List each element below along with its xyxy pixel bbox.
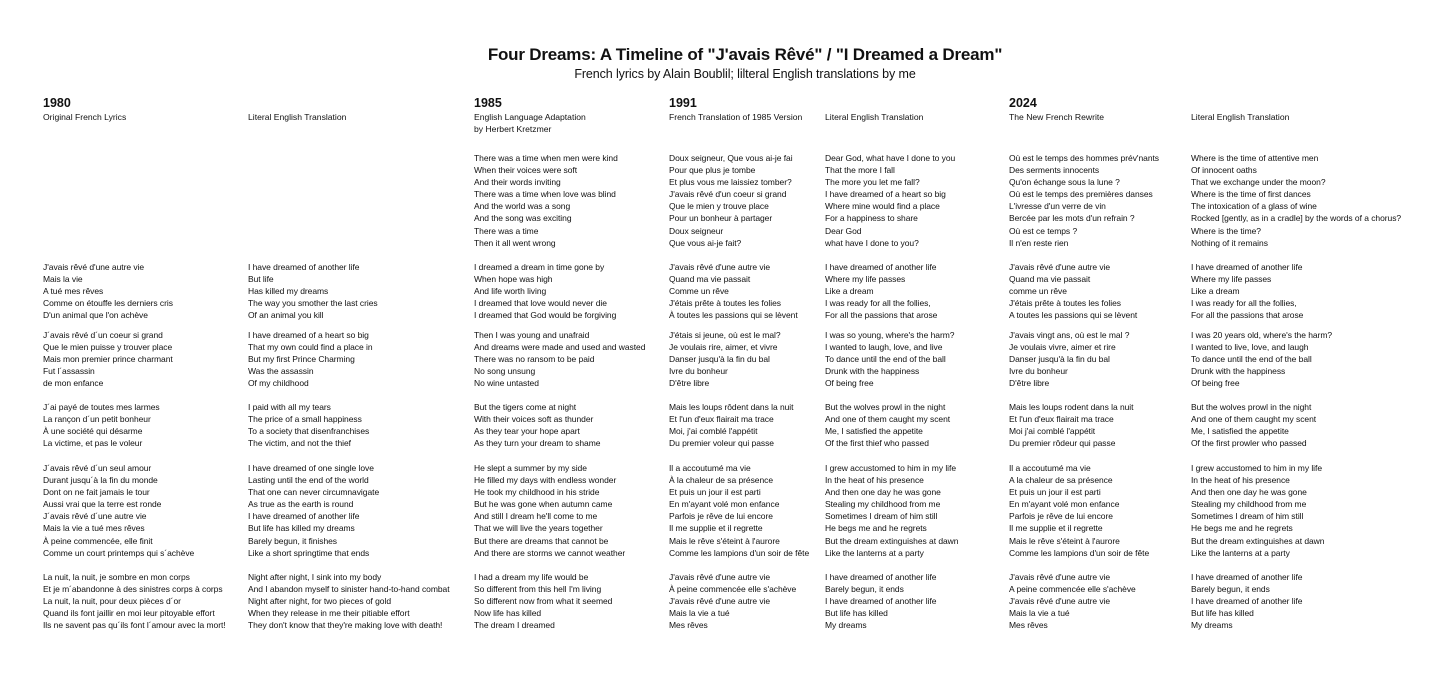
lyric-line: Parfois je rêve de lui encore xyxy=(1009,511,1113,522)
lyric-line: When they release in me their pitiable effort xyxy=(248,608,410,619)
stanza xyxy=(43,261,173,321)
lyric-line: I have dreamed of another life xyxy=(825,262,937,272)
lyric-line: Me, I satisfied the appetite xyxy=(825,426,923,437)
lyric-line: I have dreamed of another life xyxy=(1191,572,1303,582)
lyric-line: Drunk with the happiness xyxy=(825,366,920,377)
stanza xyxy=(248,329,373,389)
stanza xyxy=(1009,152,1159,249)
lyric-line: The price of a small happiness xyxy=(248,414,362,425)
lyric-line: Comme un rêve xyxy=(669,286,729,297)
lyric-line: Parfois je rêve de lui encore xyxy=(669,511,773,522)
lyric-line: Et puis un jour il est parti xyxy=(1009,487,1101,498)
column-label: English Language Adaptation xyxy=(474,112,586,122)
lyric-line: I paid with all my tears xyxy=(248,402,331,412)
lyric-line: Like a short springtime that ends xyxy=(248,547,370,558)
stanza xyxy=(248,261,378,321)
lyric-line: And dreams were made and used and wasted xyxy=(474,342,646,353)
lyric-line: I was ready for all the follies, xyxy=(825,298,931,309)
lyric-line: Ivre du bonheur xyxy=(669,366,728,377)
lyric-line: And one of them caught my scent xyxy=(825,414,951,425)
column-label: Literal English Translation xyxy=(1191,112,1290,122)
stanza xyxy=(43,401,160,449)
lyric-line: Il a accoutumé ma vie xyxy=(669,463,751,473)
lyric-line: A la chaleur de sa présence xyxy=(1009,475,1113,486)
lyric-line: Comme on étouffe les derniers cris xyxy=(43,298,173,309)
column-7 xyxy=(1191,96,1402,631)
lyric-line: That my own could find a place in xyxy=(248,342,373,353)
column-3 xyxy=(474,96,646,631)
lyric-line: L'ivresse d'un verre de vin xyxy=(1009,201,1106,212)
lyric-line: Que le mien puisse y trouver place xyxy=(43,342,173,353)
lyric-line: Of the first thief who passed xyxy=(825,438,929,449)
lyric-line: I have dreamed of another life xyxy=(248,262,360,272)
lyric-line: But life xyxy=(248,274,274,285)
lyric-line: I have dreamed of another life xyxy=(248,511,360,522)
lyric-line: Comme un court printemps qui s´achève xyxy=(43,547,195,558)
column-year xyxy=(825,96,923,111)
lyric-line: Je voulais vivre, aimer et rire xyxy=(1009,342,1116,353)
lyric-line: I wanted to live, love, and laugh xyxy=(1191,342,1309,353)
stanza xyxy=(248,401,369,449)
stanza xyxy=(43,571,226,631)
lyric-line: He slept a summer by my side xyxy=(474,463,587,473)
lyric-line: And still I dream he'll come to me xyxy=(474,511,598,522)
stanza xyxy=(474,401,600,449)
stanza xyxy=(669,329,781,389)
lyric-line: À toutes les passions qui se lèvent xyxy=(669,310,798,321)
lyric-line: Dear God, what have I done to you xyxy=(825,153,956,163)
lyric-line: J'étais si jeune, où est le mal? xyxy=(669,330,781,340)
lyric-line: Quand ma vie passait xyxy=(669,274,751,285)
lyric-line: Like the lanterns at a party xyxy=(825,547,924,558)
lyric-line: Durant jusqu´à la fin du monde xyxy=(43,475,158,486)
lyric-line: Of innocent oaths xyxy=(1191,165,1257,176)
lyric-line: That we exchange under the moon? xyxy=(1191,177,1326,188)
lyric-line: Doux seigneur xyxy=(669,225,724,236)
stanza xyxy=(825,329,954,389)
lyric-line: There was a time xyxy=(474,225,539,236)
lyric-line: J'avais rêvé d'une autre vie xyxy=(43,262,145,272)
lyric-line: Where my life passes xyxy=(1191,274,1272,285)
lyric-line: But the tigers come at night xyxy=(474,402,577,412)
stanza xyxy=(1191,329,1332,389)
lyric-line: Fut l´assassin xyxy=(43,366,95,377)
lyric-line: Qu'on échange sous la lune ? xyxy=(1009,177,1120,188)
lyric-line: And their words inviting xyxy=(474,177,561,188)
lyric-line: Mais le rêve s'éteint à l'aurore xyxy=(1009,535,1120,546)
lyric-line: Comme les lampions d'un soir de fête xyxy=(1009,547,1150,558)
lyric-line: À une société qui désarme xyxy=(43,426,143,437)
lyric-line: Barely begun, it finishes xyxy=(248,535,337,546)
stanza xyxy=(1191,401,1316,449)
stanza xyxy=(825,401,950,449)
lyric-line: Il me supplie et il regrette xyxy=(1009,523,1103,534)
lyric-line: He filled my days with endless wonder xyxy=(474,475,617,486)
lyric-line: Mais les loups rôdent dans la nuit xyxy=(669,402,794,412)
lyric-line: Drunk with the happiness xyxy=(1191,366,1286,377)
lyric-line: For all the passions that arose xyxy=(825,310,938,321)
column-year: 1985 xyxy=(474,96,502,110)
lyric-line: Was the assassin xyxy=(248,366,314,377)
lyric-line: Where is the time? xyxy=(1191,225,1261,236)
lyric-line: Bercée par les mots d'un refrain ? xyxy=(1009,213,1135,224)
lyric-line: Du premier rôdeur qui passe xyxy=(1009,438,1116,449)
lyric-line: And life worth living xyxy=(474,286,547,297)
lyric-line: La rançon d´un petit bonheur xyxy=(43,414,151,425)
lyric-line: J'étais prête à toutes les folies xyxy=(1009,298,1121,309)
lyric-line: In the heat of his presence xyxy=(825,475,924,486)
page-subtitle: French lyrics by Alain Boublil; lilteral English translations by me xyxy=(574,67,916,81)
lyric-line: Que vous ai-je fait? xyxy=(669,237,742,248)
lyric-line: In the heat of his presence xyxy=(1191,475,1290,486)
lyric-line: Mais la vie a tué mes rêves xyxy=(43,523,145,534)
lyric-line: Mais le rêve s'éteint à l'aurore xyxy=(669,535,780,546)
lyric-line: There was a time when men were kind xyxy=(474,153,618,163)
stanza xyxy=(1191,261,1303,321)
lyric-line: I have dreamed of a heart so big xyxy=(825,189,946,200)
lyric-line: Stealing my childhood from me xyxy=(825,499,941,510)
column-sublabel: by Herbert Kretzmer xyxy=(474,124,552,134)
lyric-line: J'avais rêvé d'une autre vie xyxy=(669,572,771,582)
lyric-line: Ivre du bonheur xyxy=(1009,366,1068,377)
lyric-line: what have I done to you? xyxy=(825,237,919,248)
lyric-line: La victime, et pas le voleur xyxy=(43,438,143,449)
stanza xyxy=(1191,571,1302,631)
lyric-line: The intoxication of a glass of wine xyxy=(1191,201,1317,212)
lyric-line: Then I was young and unafraid xyxy=(474,330,590,340)
stanza xyxy=(825,462,958,559)
lyric-line: Like a dream xyxy=(825,286,874,297)
lyric-line: Where my life passes xyxy=(825,274,906,285)
lyric-line: Du premier voleur qui passe xyxy=(669,438,774,449)
stanza xyxy=(669,152,793,249)
lyric-line: But the dream extinguishes at dawn xyxy=(825,535,959,546)
stanza xyxy=(1009,571,1136,631)
lyric-line: Où est ce temps ? xyxy=(1009,225,1078,236)
lyric-line: J'avais rêvé d'une autre vie xyxy=(1009,596,1111,607)
lyric-line: No song unsung xyxy=(474,366,536,377)
lyric-line: But the wolves prowl in the night xyxy=(825,402,946,412)
stanza xyxy=(825,152,955,249)
lyric-line: The dream I dreamed xyxy=(474,620,555,631)
lyric-line: I dreamed that love would never die xyxy=(474,298,607,309)
lyric-line: Where is the time of first dances xyxy=(1191,189,1311,200)
lyric-line: Il a accoutumé ma vie xyxy=(1009,463,1091,473)
lyric-line: En m'ayant volé mon enfance xyxy=(669,499,780,510)
lyric-line: I have dreamed of another life xyxy=(825,572,937,582)
lyric-line: Of being free xyxy=(825,378,874,389)
lyric-line: Comme les lampions d'un soir de fête xyxy=(669,547,810,558)
stanza xyxy=(474,571,612,631)
lyric-line: Danser jusqu'à la fin du bal xyxy=(1009,354,1110,365)
column-year xyxy=(1191,96,1289,111)
lyric-line: But he was gone when autumn came xyxy=(474,499,613,510)
lyric-line: En m'ayant volé mon enfance xyxy=(1009,499,1120,510)
lyric-line: Il n'en reste rien xyxy=(1009,237,1069,248)
lyric-line: Of the first prowler who passed xyxy=(1191,438,1307,449)
lyric-line: Doux seigneur, Que vous ai-je fai xyxy=(669,153,793,163)
lyric-line: Nothing of it remains xyxy=(1191,237,1268,248)
lyric-line: Mais la vie xyxy=(43,274,83,285)
lyric-line: Aussi vrai que la terre est ronde xyxy=(43,499,162,510)
lyric-line: Then it all went wrong xyxy=(474,237,556,248)
stanza xyxy=(1009,261,1137,321)
lyric-line: comme un rêve xyxy=(1009,286,1067,297)
lyric-line: Of an animal you kill xyxy=(248,310,324,321)
lyric-line: But the wolves prowl in the night xyxy=(1191,402,1312,412)
column-6 xyxy=(1009,96,1160,631)
lyric-line: When their voices were soft xyxy=(474,165,578,176)
lyric-line: Mais les loups rodent dans la nuit xyxy=(1009,402,1134,412)
lyric-line: He took my childhood in his stride xyxy=(474,487,600,498)
lyric-line: As they tear your hope apart xyxy=(474,426,580,437)
stanza xyxy=(669,261,798,321)
lyric-line: J'avais rêvé d'une autre vie xyxy=(669,262,771,272)
column-year: 2024 xyxy=(1009,96,1037,110)
lyric-line: D'être libre xyxy=(1009,378,1050,389)
lyric-line: À peine commencée elle s'achève xyxy=(669,584,797,595)
lyric-line: I have dreamed of another life xyxy=(825,596,937,607)
stanza xyxy=(43,462,194,559)
lyric-line: There was no ransom to be paid xyxy=(474,354,595,365)
lyric-line: Now life has killed xyxy=(474,608,542,619)
lyric-line: Lasting until the end of the world xyxy=(248,475,369,486)
lyric-line: À la chaleur de sa présence xyxy=(669,475,774,486)
lyric-line: No wine untasted xyxy=(474,378,539,389)
lyric-line: As true as the earth is round xyxy=(248,499,354,510)
column-5 xyxy=(825,96,959,631)
lyric-line: With their voices soft as thunder xyxy=(474,414,594,425)
lyric-line: A tué mes rêves xyxy=(43,286,104,297)
lyric-line: That one can never circumnavigate xyxy=(248,487,380,498)
lyric-line: Rocked [gently, as in a cradle] by the words of a chorus? xyxy=(1191,213,1402,224)
lyric-line: Et l'un d'eux flairait ma trace xyxy=(1009,414,1114,425)
lyric-line: A toutes les passions qui se lèvent xyxy=(1009,310,1138,321)
lyric-line: Que le mien y trouve place xyxy=(669,201,769,212)
lyric-line: And I abandon myself to sinister hand-to-hand combat xyxy=(248,584,450,595)
lyric-line: J´ai payé de toutes mes larmes xyxy=(43,402,160,412)
lyric-line: Il me supplie et il regrette xyxy=(669,523,763,534)
stanza xyxy=(1191,152,1401,249)
lyric-line: The victim, and not the thief xyxy=(248,438,351,449)
lyric-line: Où est le temps des premières danses xyxy=(1009,189,1153,200)
lyric-line: Des serments innocents xyxy=(1009,165,1100,176)
lyric-line: That the more I fall xyxy=(825,165,895,176)
lyric-line: To dance until the end of the ball xyxy=(1191,354,1312,365)
lyric-line: A peine commencée elle s'achève xyxy=(1009,584,1136,595)
lyric-line: So different now from what it seemed xyxy=(474,596,613,607)
column-label: Literal English Translation xyxy=(825,112,924,122)
lyric-line: But life has killed my dreams xyxy=(248,523,355,534)
lyric-line: There was a time when love was blind xyxy=(474,189,616,200)
lyric-line: Quand ils font jaillir en moi leur pitoyable effort xyxy=(43,608,215,619)
lyric-line: Sometimes I dream of him still xyxy=(1191,511,1304,522)
lyric-line: I was ready for all the follies, xyxy=(1191,298,1297,309)
lyric-line: To dance until the end of the ball xyxy=(825,354,946,365)
lyric-line: Moi, j'ai comblé l'appétit xyxy=(669,426,758,437)
lyric-line: And the song was exciting xyxy=(474,213,572,224)
page-header xyxy=(0,44,1456,82)
lyric-line: Et plus vous me laissiez tomber? xyxy=(669,177,792,188)
lyric-line: Barely begun, it ends xyxy=(1191,584,1270,595)
stanza xyxy=(1191,462,1324,559)
lyric-line: Mais mon premier prince charmant xyxy=(43,354,173,365)
lyric-line: That we will live the years together xyxy=(474,523,603,534)
lyric-line: The way you smother the last cries xyxy=(248,298,378,309)
lyric-line: I was so young, where's the harm? xyxy=(825,330,955,340)
column-label: Literal English Translation xyxy=(248,112,347,122)
lyric-line: Night after night, I sink into my body xyxy=(248,572,382,582)
column-label: French Translation of 1985 Version xyxy=(669,112,803,122)
stanza xyxy=(474,329,645,389)
column-4 xyxy=(669,96,810,631)
lyric-line: And there are storms we cannot weather xyxy=(474,547,626,558)
lyric-line: Mais la vie a tué xyxy=(1009,608,1070,619)
lyric-line: Où est le temps des hommes prév'nants xyxy=(1009,153,1160,163)
lyric-line: Like a dream xyxy=(1191,286,1240,297)
lyric-line: But my first Prince Charming xyxy=(248,354,355,365)
lyric-line: But the dream extinguishes at dawn xyxy=(1191,535,1325,546)
column-year: 1980 xyxy=(43,96,71,110)
column-year: 1991 xyxy=(669,96,697,110)
lyric-line: J´avais rêvé d´un seul amour xyxy=(43,463,152,473)
lyric-line: I wanted to laugh, love, and live xyxy=(825,342,943,353)
lyric-line: Mes rêves xyxy=(669,620,708,631)
lyric-line: Danser jusqu'à la fin du bal xyxy=(669,354,770,365)
lyric-line: Quand ma vie passait xyxy=(1009,274,1091,285)
lyric-line: Of being free xyxy=(1191,378,1240,389)
lyric-line: For all the passions that arose xyxy=(1191,310,1304,321)
lyric-line: My dreams xyxy=(825,620,867,631)
lyric-line: La nuit, la nuit, pour deux pièces d´or xyxy=(43,596,181,607)
stanza xyxy=(248,462,379,559)
lyric-line: À peine commencée, elle finit xyxy=(43,535,153,546)
lyric-line: J'avais vingt ans, où est le mal ? xyxy=(1009,330,1130,340)
lyric-line: I have dreamed of a heart so big xyxy=(248,330,369,340)
lyric-line: Night after night, for two pieces of gold xyxy=(248,596,392,607)
lyric-line: So different from this hell I'm living xyxy=(474,584,602,595)
stanza xyxy=(474,261,616,321)
lyric-line: J'avais rêvé d'une autre vie xyxy=(1009,262,1111,272)
lyric-line: I have dreamed of one single love xyxy=(248,463,374,473)
stanza xyxy=(1009,401,1133,449)
lyric-line: Pour un bonheur à partager xyxy=(669,213,773,224)
lyric-line: And one of them caught my scent xyxy=(1191,414,1317,425)
lyric-line: Where is the time of attentive men xyxy=(1191,153,1319,163)
stanza xyxy=(669,462,809,559)
lyric-line: I was 20 years old, where's the harm? xyxy=(1191,330,1333,340)
lyric-line: Barely begun, it ends xyxy=(825,584,904,595)
lyric-line: Where mine would find a place xyxy=(825,201,940,212)
lyric-line: J'avais rêvé d'une autre vie xyxy=(669,596,771,607)
stanza xyxy=(474,462,625,559)
column-label: The New French Rewrite xyxy=(1009,112,1105,122)
lyric-line: I grew accustomed to him in my life xyxy=(825,463,956,473)
page-title: Four Dreams: A Timeline of "J'avais Rêvé" / "I Dreamed a Dream" xyxy=(487,45,1003,64)
lyric-line: Et l'un d'eux flairait ma trace xyxy=(669,414,774,425)
lyric-line: J´avais rêvé d´un coeur si grand xyxy=(43,330,163,340)
lyric-line: Dont on ne fait jamais le tour xyxy=(43,487,150,498)
lyric-line: D'être libre xyxy=(669,378,710,389)
stanza xyxy=(825,261,937,321)
lyric-line: For a happiness to share xyxy=(825,213,918,224)
lyric-line: Pour que plus je tombe xyxy=(669,165,756,176)
lyric-line: J´avais rêvé d´une autre vie xyxy=(43,511,147,522)
stanza xyxy=(1009,462,1149,559)
lyric-line: And the world was a song xyxy=(474,201,571,212)
lyric-line: To a society that disenfranchises xyxy=(248,426,370,437)
lyric-line: D'un animal que l'on achève xyxy=(43,310,148,321)
lyric-line: Dear God xyxy=(825,225,862,236)
lyric-line: Like the lanterns at a party xyxy=(1191,547,1290,558)
lyric-line: Moi j'ai comblé l'appétit xyxy=(1009,426,1096,437)
lyric-line: The more you let me fall? xyxy=(825,177,920,188)
lyric-line: He begs me and he regrets xyxy=(1191,523,1293,534)
lyric-line: Mais la vie a tué xyxy=(669,608,730,619)
lyric-line: J'avais rêvé d'un coeur si grand xyxy=(669,189,787,200)
stanza xyxy=(1009,329,1129,389)
lyric-line: J'avais rêvé d'une autre vie xyxy=(1009,572,1111,582)
lyric-line: I have dreamed of another life xyxy=(1191,596,1303,607)
lyric-line: I dreamed that God would be forgiving xyxy=(474,310,617,321)
stanza xyxy=(248,571,450,631)
lyric-line: I had a dream my life would be xyxy=(474,572,589,582)
lyric-line: Mes rêves xyxy=(1009,620,1048,631)
lyric-line: But there are dreams that cannot be xyxy=(474,535,609,546)
lyric-line: He begs me and he regrets xyxy=(825,523,927,534)
lyric-line: And then one day he was gone xyxy=(1191,487,1307,498)
lyric-line: My dreams xyxy=(1191,620,1233,631)
lyric-line: La nuit, la nuit, je sombre en mon corps xyxy=(43,572,190,582)
lyric-line: Ils ne savent pas qu´ils font l´amour avec la mort! xyxy=(43,620,226,631)
stanza xyxy=(669,401,793,449)
lyric-line: Me, I satisfied the appetite xyxy=(1191,426,1289,437)
lyric-line: Je voulais rire, aimer, et vivre xyxy=(669,342,778,353)
lyric-line: They don't know that they're making love with death! xyxy=(248,620,443,631)
stanza xyxy=(669,571,796,631)
lyric-line: When hope was high xyxy=(474,274,553,285)
lyric-line: Of my childhood xyxy=(248,378,309,389)
lyric-line: J'étais prête à toutes les folies xyxy=(669,298,781,309)
stanza xyxy=(43,329,173,389)
column-year xyxy=(248,96,346,111)
lyric-line: I grew accustomed to him in my life xyxy=(1191,463,1322,473)
lyric-line: Stealing my childhood from me xyxy=(1191,499,1307,510)
stanza xyxy=(825,571,936,631)
lyric-line: But life has killed xyxy=(1191,608,1254,619)
stanza xyxy=(474,152,618,249)
column-1 xyxy=(43,96,226,631)
lyric-line: de mon enfance xyxy=(43,378,104,389)
column-2 xyxy=(248,96,450,631)
lyric-line: Sometimes I dream of him still xyxy=(825,511,938,522)
lyric-line: I dreamed a dream in time gone by xyxy=(474,262,605,272)
lyric-line: Et je m´abandonne à des sinistres corps à corps xyxy=(43,584,223,595)
lyric-line: But life has killed xyxy=(825,608,888,619)
lyric-line: And then one day he was gone xyxy=(825,487,941,498)
lyric-line: Et puis un jour il est parti xyxy=(669,487,761,498)
lyric-line: Has killed my dreams xyxy=(248,286,329,297)
lyric-line: I have dreamed of another life xyxy=(1191,262,1303,272)
lyric-line: As they turn your dream to shame xyxy=(474,438,601,449)
column-label: Original French Lyrics xyxy=(43,112,127,122)
